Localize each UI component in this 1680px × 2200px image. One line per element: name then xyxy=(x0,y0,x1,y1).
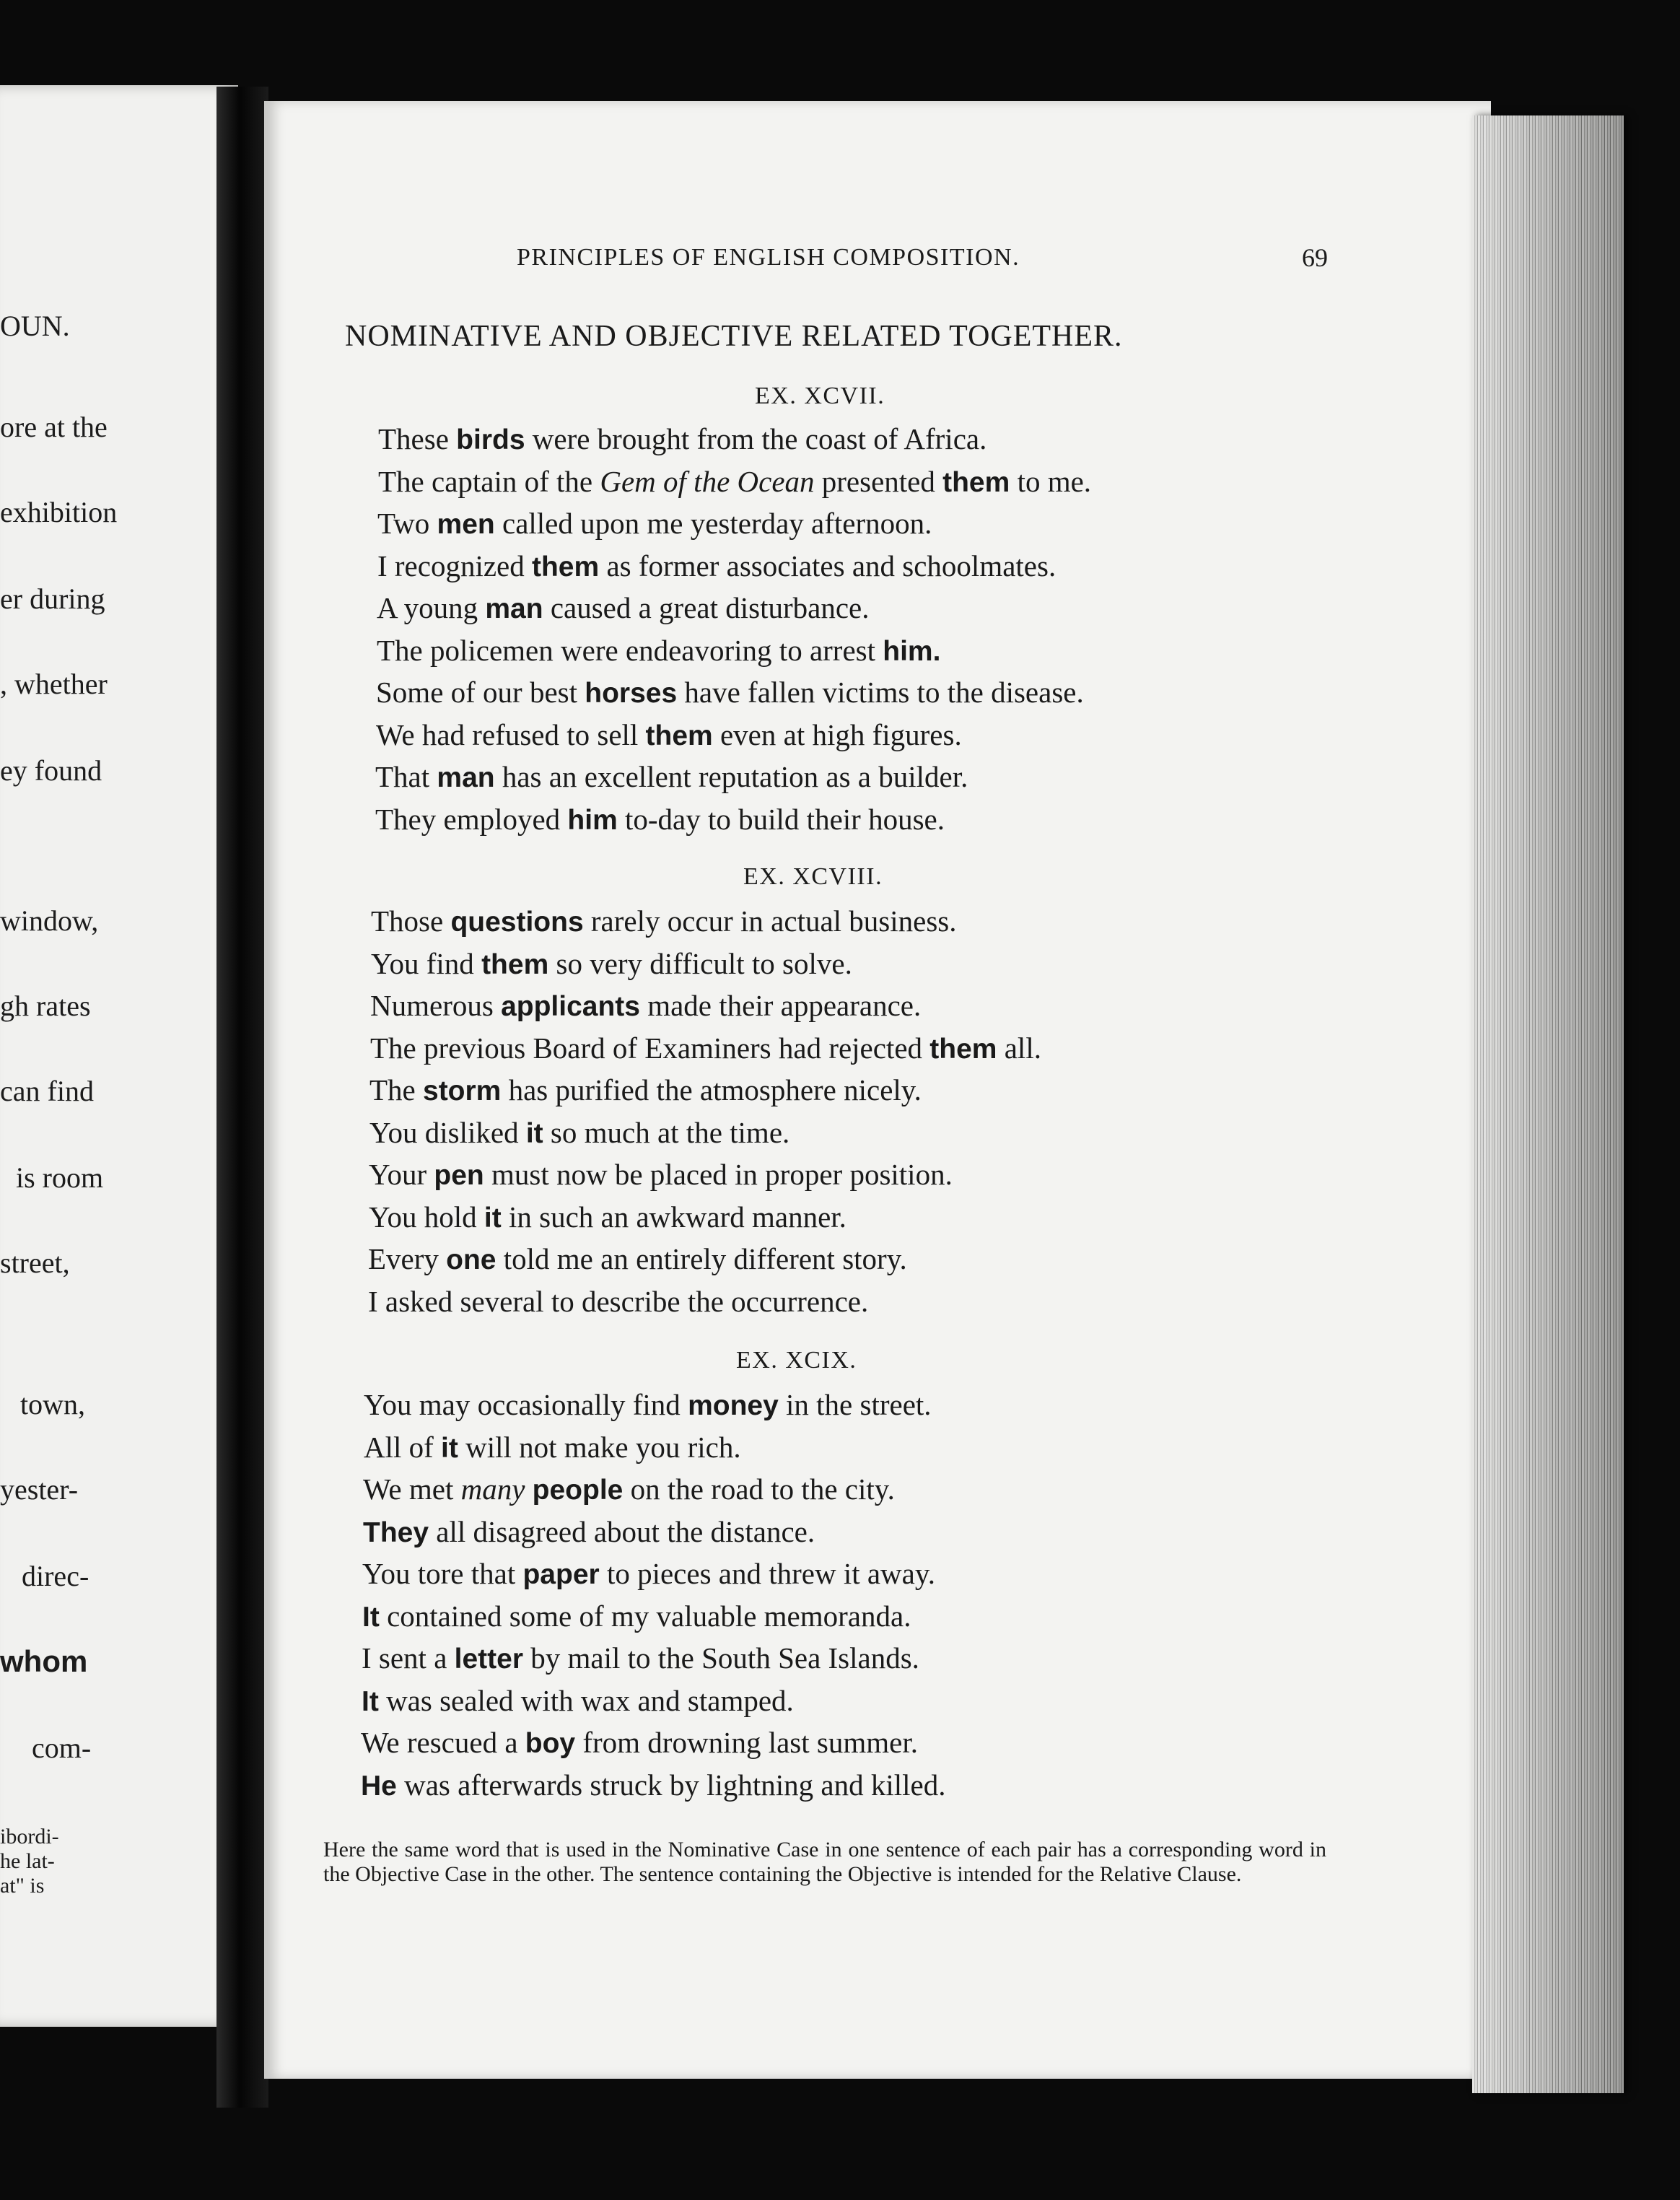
exercise-sentence xyxy=(361,1725,918,1760)
exercise-sentence xyxy=(361,1768,945,1802)
left-page-line: street, xyxy=(0,1247,70,1279)
running-head: PRINCIPLES OF ENGLISH COMPOSITION. xyxy=(517,244,1020,271)
sentence-text: in such an awkward manner. xyxy=(501,1200,846,1234)
emphasized-word: them xyxy=(929,1034,997,1065)
left-page-line: exhibition xyxy=(0,496,118,528)
exercise-sentence xyxy=(377,506,932,541)
left-page-line: window, xyxy=(0,904,99,937)
left-page-line: at" is xyxy=(0,1874,45,1898)
left-page-line: town, xyxy=(20,1388,85,1420)
sentence-text: Your xyxy=(369,1158,434,1191)
left-page-line: er during xyxy=(0,582,105,615)
sentence-text: were brought from the coast of Africa. xyxy=(525,422,987,455)
emphasized-word: him. xyxy=(883,636,941,667)
sentence-text: A young xyxy=(377,591,486,624)
emphasized-word: They xyxy=(363,1517,429,1548)
emphasized-word: birds xyxy=(456,424,525,455)
emphasized-word: boy xyxy=(525,1728,576,1759)
exercise-sentence xyxy=(378,464,1091,499)
left-page-line: ore at the xyxy=(0,411,108,443)
emphasized-word: him xyxy=(567,805,618,836)
page-number: 69 xyxy=(1302,243,1328,272)
sentence-text: We met xyxy=(363,1472,461,1506)
emphasized-word: men xyxy=(437,509,495,540)
exercise-sentence xyxy=(377,549,1056,583)
exercise-sentence xyxy=(371,904,957,938)
left-page-line: whom xyxy=(0,1644,88,1678)
exercise-sentence xyxy=(375,802,945,837)
sentence-text: You tore that xyxy=(362,1557,523,1590)
left-page-line: , whether xyxy=(0,668,108,700)
emphasized-word: them xyxy=(481,949,549,980)
left-page-line: is room xyxy=(16,1161,104,1194)
exercise-sentence xyxy=(369,1157,953,1192)
sentence-text: as former associates and schoolmates. xyxy=(599,549,1056,582)
sentence-text: contained some of my valuable memoranda. xyxy=(379,1599,911,1633)
exercise-sentence xyxy=(369,1115,789,1150)
exercise-sentence xyxy=(363,1472,895,1506)
emphasized-word: letter xyxy=(454,1644,524,1675)
sentence-text: presented xyxy=(814,465,943,498)
exercise-sentence xyxy=(376,717,962,752)
left-page-line: he lat- xyxy=(0,1849,55,1873)
sentence-text xyxy=(525,1472,532,1506)
exercise-sentence xyxy=(362,1683,794,1718)
exercise-sentence xyxy=(368,1284,868,1319)
emphasized-word: people xyxy=(532,1475,624,1506)
exercise-sentence xyxy=(370,988,921,1023)
sentence-text: made their appearance. xyxy=(639,989,922,1022)
sentence-text: Some of our best xyxy=(376,676,585,709)
sentence-text: They employed xyxy=(375,803,568,836)
exercise-heading: EX. XCIX. xyxy=(736,1347,857,1374)
exercise-sentence xyxy=(370,1031,1041,1065)
emphasized-word: It xyxy=(362,1686,379,1717)
emphasized-word: storm xyxy=(423,1075,502,1106)
emphasized-word: horses xyxy=(585,678,678,709)
emphasized-word: pen xyxy=(434,1160,484,1191)
sentence-text: I recognized xyxy=(377,549,532,582)
exercise-heading: EX. XCVIII. xyxy=(743,863,883,890)
section-title: NOMINATIVE AND OBJECTIVE RELATED TOGETHER. xyxy=(345,320,1123,353)
emphasized-word: money xyxy=(688,1390,779,1421)
sentence-text: That xyxy=(375,760,437,793)
emphasized-word: them xyxy=(645,720,713,751)
sentence-text: The xyxy=(369,1073,423,1106)
emphasized-word: it xyxy=(484,1202,502,1234)
sentence-text: in the street. xyxy=(778,1388,932,1421)
footnote xyxy=(323,1838,1326,1887)
exercise-heading: EX. XCVII. xyxy=(755,383,885,409)
left-page-line: ibordi- xyxy=(0,1825,59,1848)
left-page-line: ey found xyxy=(0,754,102,787)
sentence-text: on the road to the city. xyxy=(623,1472,895,1506)
sentence-text: We had refused to sell xyxy=(376,718,646,751)
sentence-text: rarely occur in actual business. xyxy=(583,904,957,938)
emphasized-word: He xyxy=(361,1771,397,1802)
sentence-text: to-day to build their house. xyxy=(617,803,945,836)
exercise-sentence xyxy=(369,1073,922,1107)
italic-text: Gem of the Ocean xyxy=(600,465,815,498)
emphasized-word: It xyxy=(362,1602,380,1633)
sentence-text: The captain of the xyxy=(378,465,600,498)
emphasized-word: questions xyxy=(450,907,584,938)
sentence-text: will not make you rich. xyxy=(458,1431,741,1464)
sentence-text: called upon me yesterday afternoon. xyxy=(494,507,932,540)
exercise-sentence xyxy=(371,946,852,981)
sentence-text: by mail to the South Sea Islands. xyxy=(523,1641,919,1675)
emphasized-word: them xyxy=(942,467,1010,498)
emphasized-word: it xyxy=(525,1118,543,1149)
sentence-text: has an excellent reputation as a builder. xyxy=(494,760,968,793)
sentence-text: has purified the atmosphere nicely. xyxy=(501,1073,922,1106)
exercise-sentence xyxy=(363,1514,815,1549)
sentence-text: The policemen were endeavoring to arrest xyxy=(377,634,883,667)
exercise-sentence xyxy=(375,759,968,794)
sentence-text: so much at the time. xyxy=(543,1116,790,1149)
sentence-text: Every xyxy=(368,1242,447,1275)
emphasized-word: one xyxy=(446,1244,496,1275)
emphasized-word: paper xyxy=(522,1559,600,1590)
emphasized-word: applicants xyxy=(501,991,640,1022)
sentence-text: I asked several to describe the occurrence. xyxy=(368,1285,869,1318)
sentence-text: All of xyxy=(364,1431,442,1464)
sentence-text: from drowning last summer. xyxy=(575,1726,918,1759)
italic-text: many xyxy=(460,1472,525,1506)
exercise-sentence xyxy=(377,633,940,668)
sentence-text: so very difficult to solve. xyxy=(548,947,852,980)
sentence-text: told me an entirely different story. xyxy=(496,1242,907,1275)
sentence-text: was sealed with wax and stamped. xyxy=(378,1684,794,1717)
exercise-sentence xyxy=(368,1241,907,1276)
exercise-sentence xyxy=(362,1556,935,1591)
sentence-text: to me. xyxy=(1010,465,1092,498)
left-page-line: gh rates xyxy=(0,990,91,1022)
sentence-text: You hold xyxy=(369,1200,484,1234)
left-page-line: can find xyxy=(0,1075,94,1107)
sentence-text: Numerous xyxy=(370,989,502,1022)
sentence-text: The previous Board of Examiners had rejected xyxy=(370,1031,930,1065)
emphasized-word: man xyxy=(437,762,495,793)
exercise-sentence xyxy=(369,1200,846,1234)
exercise-sentence xyxy=(362,1599,911,1633)
sentence-text: caused a great disturbance. xyxy=(543,591,870,624)
left-page-line: direc- xyxy=(22,1560,89,1592)
sentence-text: all disagreed about the distance. xyxy=(429,1515,815,1548)
left-page-line: com- xyxy=(32,1732,92,1764)
exercise-sentence xyxy=(377,590,869,625)
exercise-sentence xyxy=(376,675,1084,710)
left-page-line: yester- xyxy=(0,1473,79,1506)
sentence-text: These xyxy=(378,422,457,455)
sentence-text: all. xyxy=(997,1031,1041,1065)
sentence-text: even at high figures. xyxy=(712,718,962,751)
sentence-text: was afterwards struck by lightning and killed. xyxy=(396,1768,946,1802)
exercise-sentence xyxy=(364,1387,932,1422)
footnote-text: Here the same word that is used in the Nominative Case in one sentence of each pair has a corresponding word in the Objective Case in the other. The sentence containing the Objective is intended for the Relative Clause. xyxy=(323,1838,1326,1886)
sentence-text: Those xyxy=(371,904,451,938)
sentence-text: Two xyxy=(377,507,437,540)
exercise-sentence xyxy=(364,1430,741,1465)
exercise-sentence xyxy=(362,1641,919,1675)
emphasized-word: them xyxy=(532,551,600,582)
sentence-text: You may occasionally find xyxy=(364,1388,688,1421)
sentence-text: You disliked xyxy=(369,1116,526,1149)
sentence-text: to pieces and threw it away. xyxy=(599,1557,935,1590)
left-page-line: OUN. xyxy=(0,310,70,342)
exercise-sentence xyxy=(378,422,986,456)
sentence-text: have fallen victims to the disease. xyxy=(677,676,1084,709)
emphasized-word: man xyxy=(485,593,543,624)
emphasized-word: it xyxy=(441,1433,458,1464)
sentence-text: I sent a xyxy=(362,1641,455,1675)
sentence-text: You find xyxy=(371,947,482,980)
sentence-text: We rescued a xyxy=(361,1726,525,1759)
sentence-text: must now be placed in proper position. xyxy=(484,1158,953,1191)
